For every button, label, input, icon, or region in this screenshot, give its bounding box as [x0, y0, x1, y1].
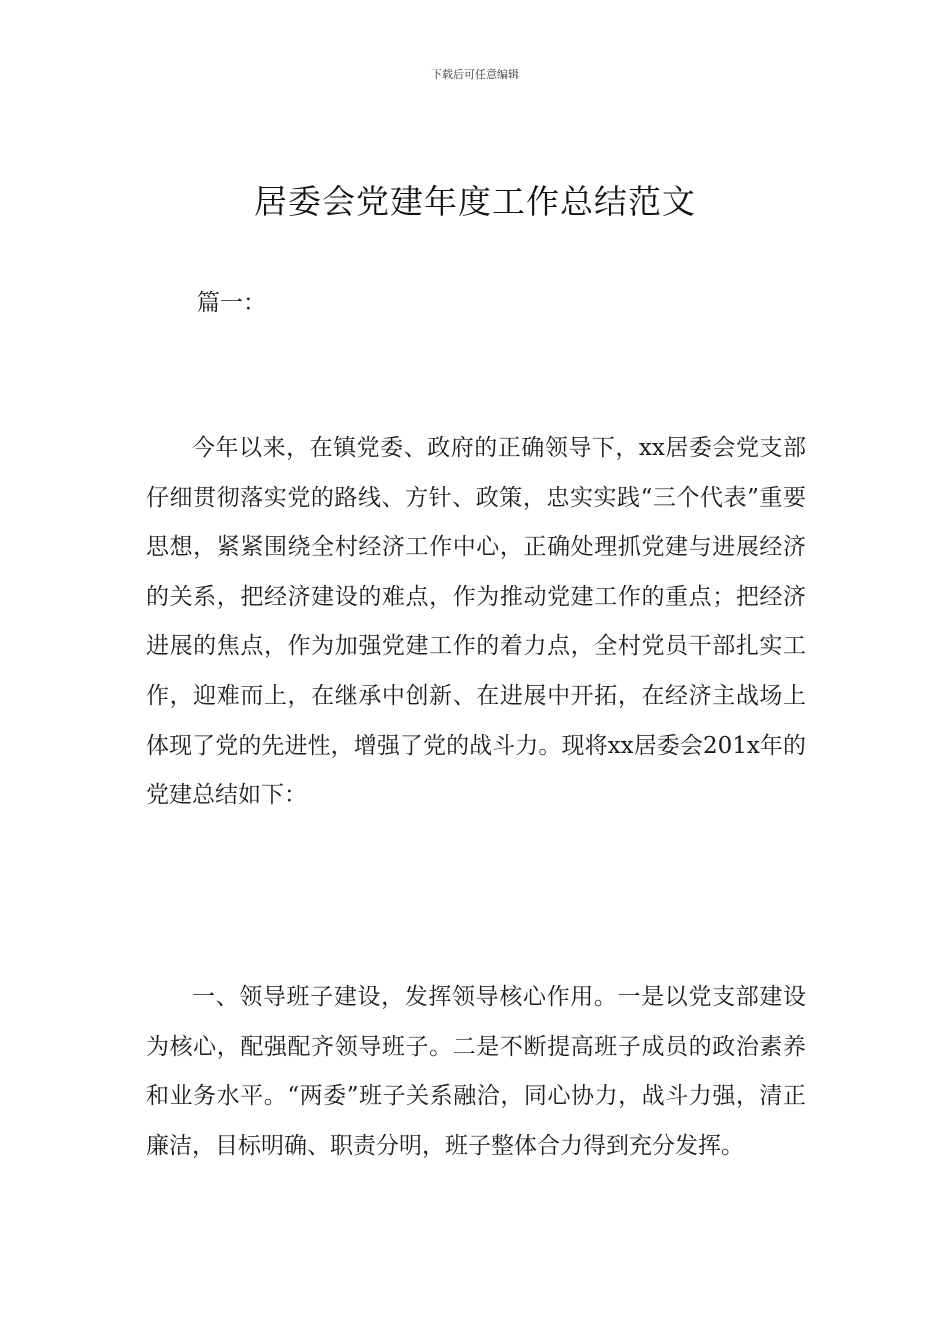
body-paragraph-1: 今年以来，在镇党委、政府的正确领导下，xx居委会党支部仔细贯彻落实党的路线、方针、政策，忠实实践“三个代表”重要思想，紧紧围绕全村经济工作中心，正确处理抓党建与进展经济的关系，把经济建设的难点，作为推动党建工作的重点；把经济进展的焦点，作为加强党建工作的着力点，全村党员干部扎实工作，迎难而上，在继承中创新、在进展中开拓，在经济主战场上体现了党的先进性，增强了党的战斗力。现将xx居委会201x年的党建总结如下：	[146, 435, 806, 809]
body-paragraph-2: 一、领导班子建设，发挥领导核心作用。一是以党支部建设为核心，配强配齐领导班子。二是不断提高班子成员的政治素养和业务水平。“两委”班子关系融洽，同心协力，战斗力强，清正廉洁，目标明确、职责分明，班子整体合力得到充分发挥。	[146, 984, 806, 1159]
section-label: 篇一：	[197, 290, 266, 316]
document-title: 居委会党建年度工作总结范文	[254, 182, 696, 221]
header-note: 下载后可任意编辑	[431, 68, 519, 81]
